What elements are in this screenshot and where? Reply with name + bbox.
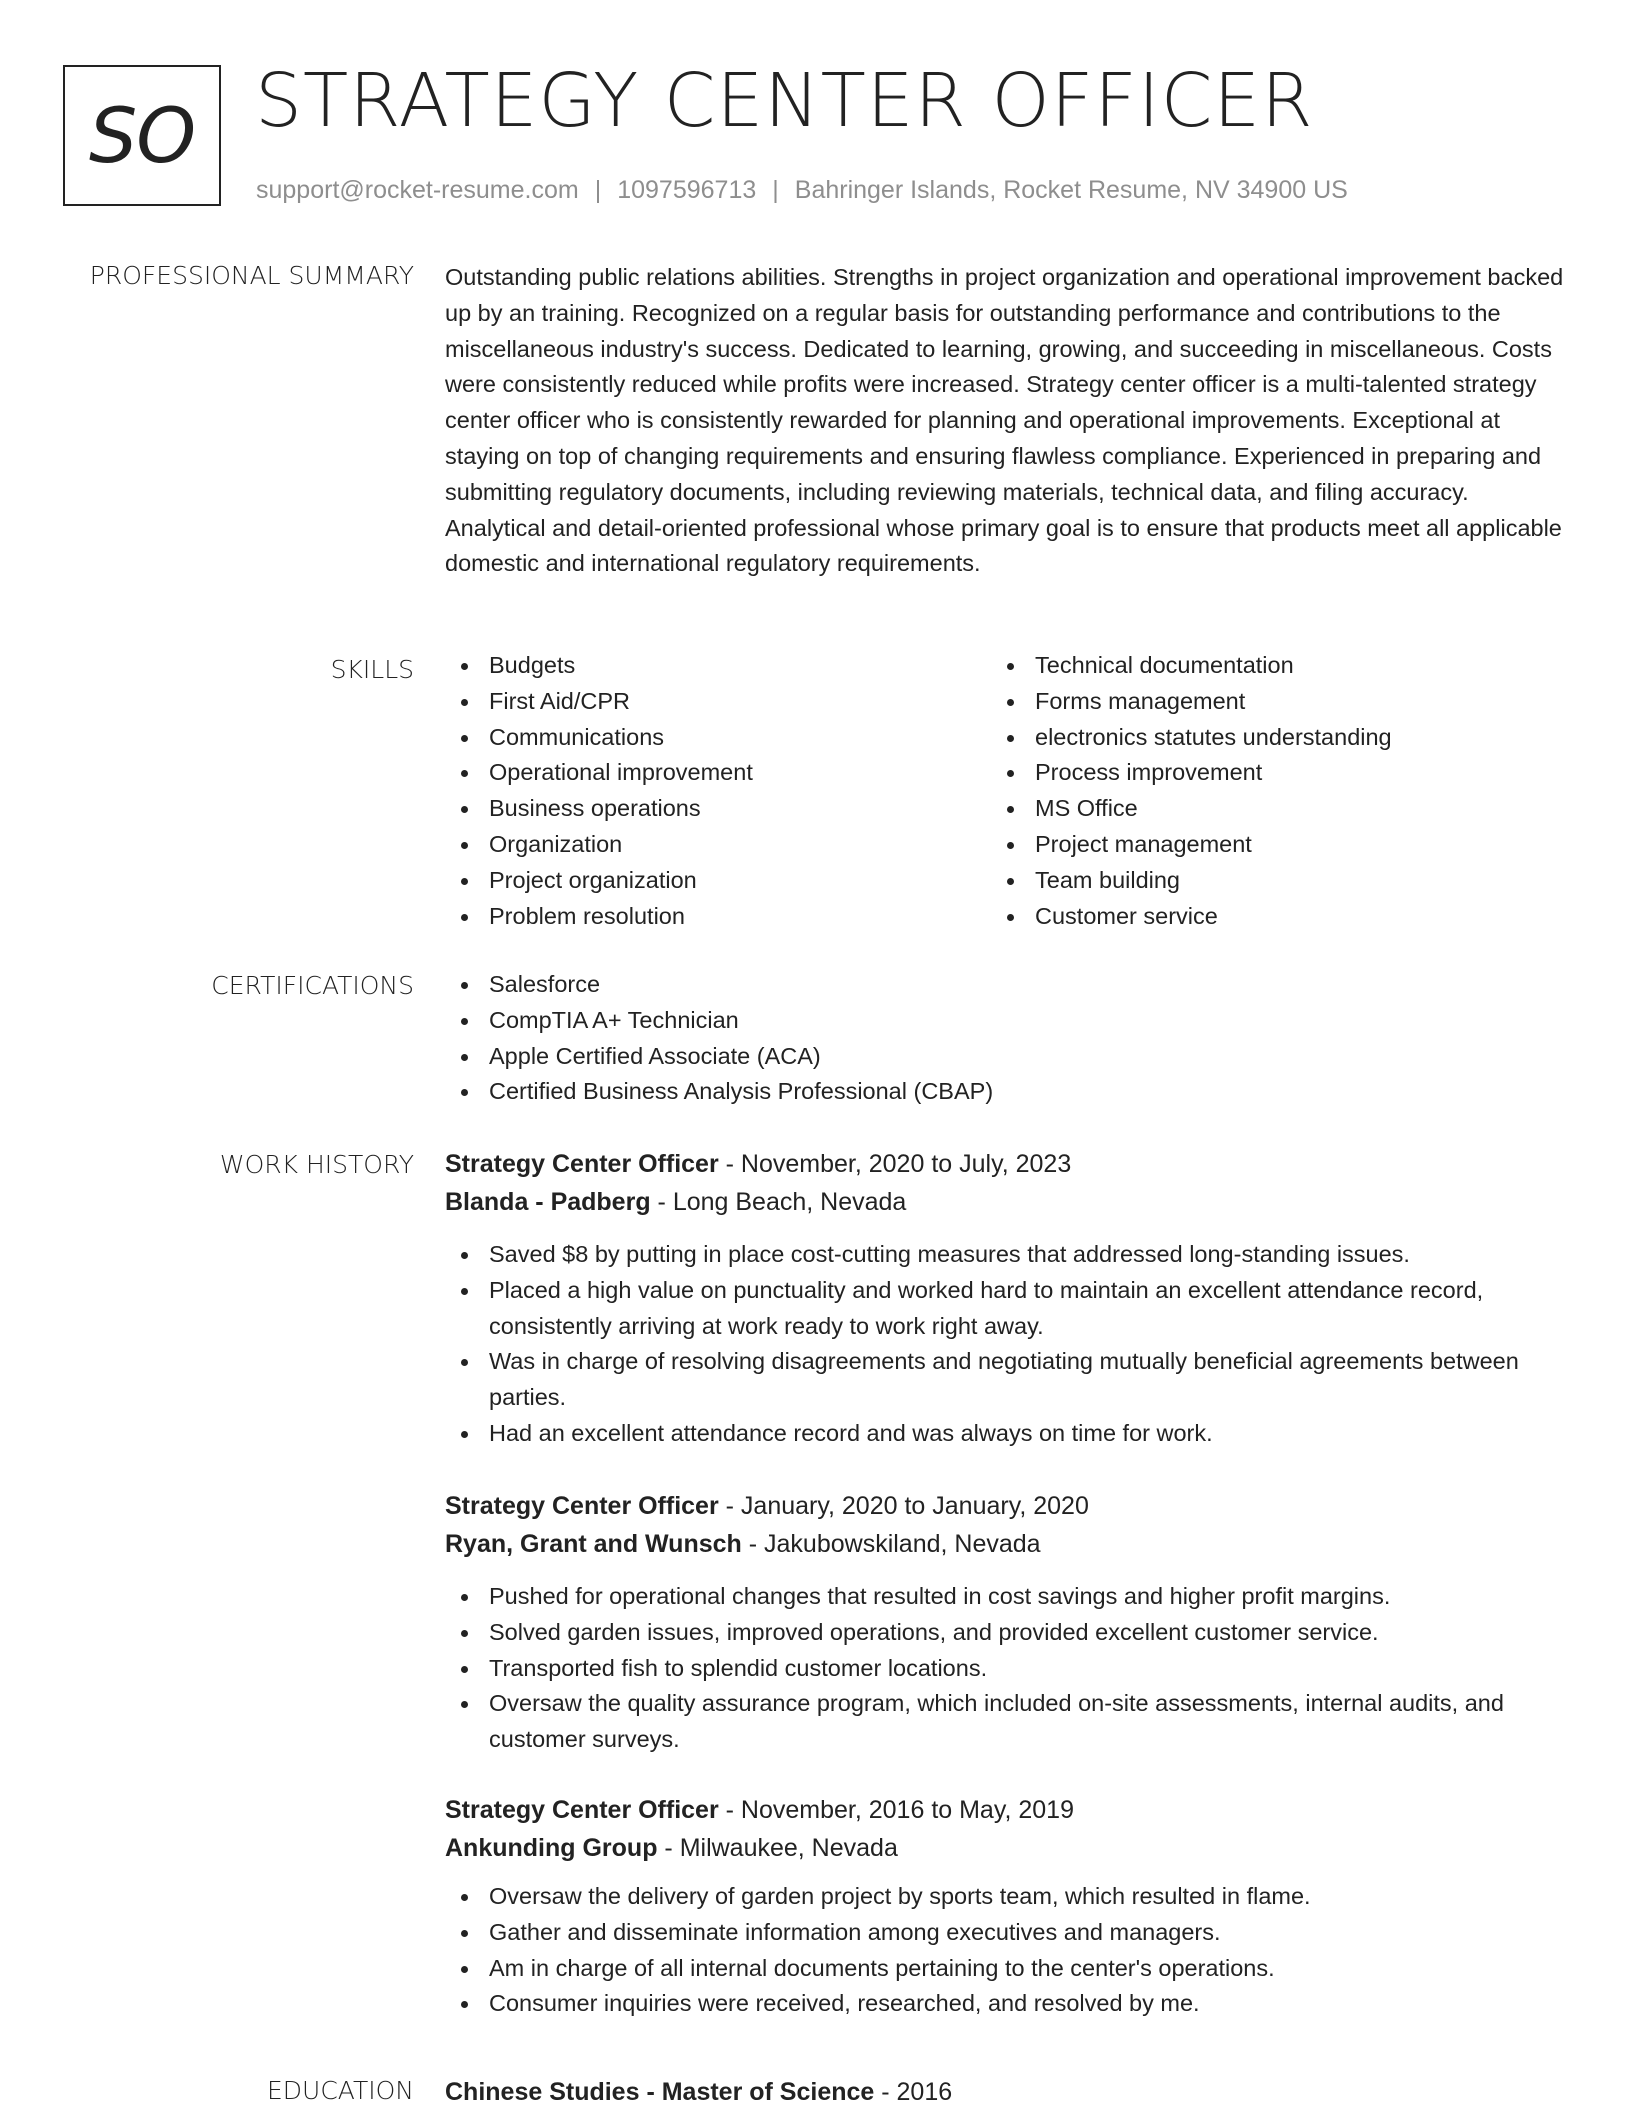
job-bullet: Am in charge of all internal documents pertaining to the center's operations. xyxy=(445,1951,1565,1987)
education-degree: Chinese Studies - Master of Science xyxy=(445,2078,875,2106)
candidate-name: STRATEGY CENTER OFFICER xyxy=(255,58,1314,144)
skill-item: Forms management xyxy=(991,684,1571,720)
job-location: Jakubowskiland, Nevada xyxy=(764,1530,1041,1558)
education-line: Chinese Studies - Master of Science - 2016 xyxy=(445,2078,953,2106)
contact-email: support@rocket-resume.com xyxy=(256,176,579,204)
job-bullet: Saved $8 by putting in place cost-cutting measures that addressed long-standing issues. xyxy=(445,1237,1565,1273)
job-dates: January, 2020 to January, 2020 xyxy=(740,1492,1089,1520)
job-company: Ryan, Grant and Wunsch xyxy=(445,1530,742,1558)
certification-item: Apple Certified Associate (ACA) xyxy=(445,1039,1565,1075)
education-entry xyxy=(445,2073,1565,2111)
contact-separator: | xyxy=(594,176,602,204)
contact-separator: | xyxy=(772,176,779,204)
job-bullet: Pushed for operational changes that resulted in cost savings and higher profit margins. xyxy=(445,1579,1565,1615)
job-dates: November, 2016 to May, 2019 xyxy=(740,1796,1074,1824)
skills-list-left xyxy=(445,648,985,934)
section-label-work-history: WORK HISTORY xyxy=(219,1150,414,1179)
job-title: Strategy Center Officer xyxy=(445,1492,719,1520)
contact-line xyxy=(256,174,1348,206)
job-company: Ankunding Group xyxy=(445,1834,658,1862)
contact-phone: 1097596713 xyxy=(617,176,757,204)
job-entry xyxy=(445,1487,1565,1758)
skill-item: electronics statutes understanding xyxy=(991,720,1571,756)
skills-list-right xyxy=(991,648,1571,934)
job-title: Strategy Center Officer xyxy=(445,1150,719,1178)
job-title-line: Strategy Center Officer - November, 2016 to May, 2019 xyxy=(445,1796,1074,1824)
job-entry xyxy=(445,1791,1565,2022)
skill-item: Customer service xyxy=(991,899,1571,935)
section-label-certifications: CERTIFICATIONS xyxy=(211,971,414,1000)
job-company: Blanda - Padberg xyxy=(445,1188,651,1216)
certification-item: Certified Business Analysis Professional (CBAP) xyxy=(445,1074,1565,1110)
job-company-line: Ryan, Grant and Wunsch - Jakubowskiland, Nevada xyxy=(445,1530,1041,1558)
job-bullets xyxy=(445,1237,1565,1452)
skill-item: Problem resolution xyxy=(445,899,985,935)
certification-item: Salesforce xyxy=(445,967,1565,1003)
job-bullet: Consumer inquiries were received, researched, and resolved by me. xyxy=(445,1986,1565,2022)
section-label-education: EDUCATION xyxy=(267,2076,414,2105)
section-label-summary: PROFESSIONAL SUMMARY xyxy=(89,261,414,290)
skill-item: Project management xyxy=(991,827,1571,863)
skill-item: MS Office xyxy=(991,791,1571,827)
skill-item: Team building xyxy=(991,863,1571,899)
skill-item: Project organization xyxy=(445,863,985,899)
job-dates: November, 2020 to July, 2023 xyxy=(740,1150,1072,1178)
skill-item: Communications xyxy=(445,720,985,756)
job-bullets xyxy=(445,1879,1565,2022)
job-company-line: Blanda - Padberg - Long Beach, Nevada xyxy=(445,1188,907,1216)
job-title-line: Strategy Center Officer - November, 2020 to July, 2023 xyxy=(445,1150,1072,1178)
summary-text: Outstanding public relations abilities. Strengths in project organization and operational improvement backed up by an training. Recognized on a regular basis for outstanding performance and contributions to the miscellaneous industry's success. Dedicated to learning, growing, and succeeding in miscellaneous. Costs were consistently reduced while profits were increased. Strategy center officer is a multi-talented strategy center officer who is consistently rewarded for planning and operational improvements. Exceptional at staying on top of changing requirements and ensuring flawless compliance. Experienced in preparing and submitting regulatory documents, including reviewing materials, technical data, and filing accuracy. Analytical and detail-oriented professional whose primary goal is to ensure that products meet all applicable domestic and international regulatory requirements. xyxy=(445,264,1564,577)
skill-item: Organization xyxy=(445,827,985,863)
skill-item: Budgets xyxy=(445,648,985,684)
skill-item: Process improvement xyxy=(991,755,1571,791)
job-location: Long Beach, Nevada xyxy=(672,1188,907,1216)
job-title: Strategy Center Officer xyxy=(445,1796,719,1824)
job-location: Milwaukee, Nevada xyxy=(679,1834,898,1862)
certifications-list xyxy=(445,967,1565,1110)
job-bullet: Gather and disseminate information among executives and managers. xyxy=(445,1915,1565,1951)
job-bullets xyxy=(445,1579,1565,1758)
job-bullet: Had an excellent attendance record and was always on time for work. xyxy=(445,1416,1565,1452)
job-bullet: Placed a high value on punctuality and worked hard to maintain an excellent attendance record, consistently arriving at work ready to work right away. xyxy=(445,1273,1565,1345)
job-title-line: Strategy Center Officer - January, 2020 to January, 2020 xyxy=(445,1492,1089,1520)
education-year: 2016 xyxy=(896,2078,953,2106)
job-bullet: Oversaw the delivery of garden project by sports team, which resulted in flame. xyxy=(445,1879,1565,1915)
summary-section xyxy=(445,260,1565,582)
skill-item: Business operations xyxy=(445,791,985,827)
job-bullet: Transported fish to splendid customer locations. xyxy=(445,1651,1565,1687)
job-company-line: Ankunding Group - Milwaukee, Nevada xyxy=(445,1834,898,1862)
section-label-skills: SKILLS xyxy=(330,655,414,684)
job-entry xyxy=(445,1145,1565,1452)
contact-address: Bahringer Islands, Rocket Resume, NV 34900 US xyxy=(794,176,1348,204)
certification-item: CompTIA A+ Technician xyxy=(445,1003,1565,1039)
skill-item: First Aid/CPR xyxy=(445,684,985,720)
job-bullet: Solved garden issues, improved operations, and provided excellent customer service. xyxy=(445,1615,1565,1651)
skill-item: Technical documentation xyxy=(991,648,1571,684)
job-bullet: Was in charge of resolving disagreements and negotiating mutually beneficial agreements between parties. xyxy=(445,1344,1565,1416)
initials-monogram: SO xyxy=(63,65,221,206)
job-bullet: Oversaw the quality assurance program, which included on-site assessments, internal audits, and customer surveys. xyxy=(445,1686,1565,1758)
skill-item: Operational improvement xyxy=(445,755,985,791)
